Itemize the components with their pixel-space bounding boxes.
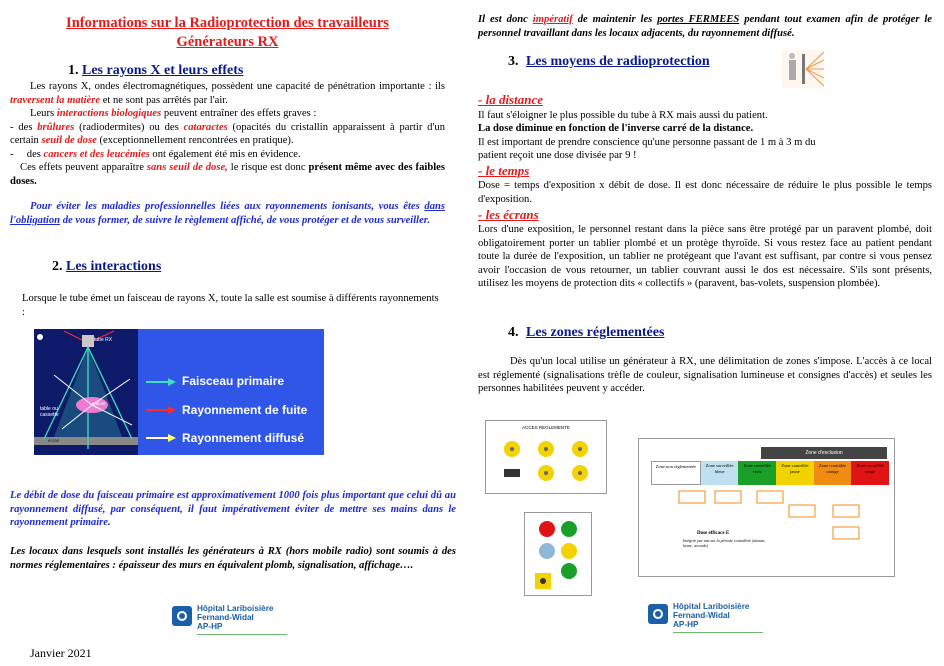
section-4-heading: 4. Les zones réglementées xyxy=(508,325,665,340)
zones-chart-image xyxy=(638,438,895,577)
paragraph-dose-rate: Le débit de dose du faisceau primaire est approximativement 1000 fois plus important que celui dû au rayonnement diffusé, par conséquent, il faut impérativement éviter de mettre ses mains dans le rayonnement primaire. xyxy=(10,490,456,529)
xray-beam-graphic xyxy=(34,329,138,455)
zone-cell: Zone contrôlée rouge xyxy=(851,461,889,485)
footer-date: Janvier 2021 xyxy=(30,646,92,660)
zone-cell: Zone surveillée bleue xyxy=(701,461,739,485)
aphp-logo-icon xyxy=(172,606,192,626)
paragraph: - des brûlures (radiodermites) ou des cataractes (opacités du cristallin apparaissent à partir d'un certain seuil de dose (exceptionnellement rencontrées en pratique). xyxy=(10,121,445,147)
zone-color-bar xyxy=(651,461,889,485)
table-label: table ou cassette xyxy=(40,406,59,418)
section-1-body xyxy=(10,80,445,227)
zone-signage-image xyxy=(524,512,592,596)
dose-caption: Dose efficace E xyxy=(697,531,730,536)
left-column xyxy=(10,0,445,318)
legend-arrows xyxy=(146,375,176,445)
paragraph: Leurs interactions biologiques peuvent entraîner des effets graves : xyxy=(30,108,317,120)
paragraph-zones: Dès qu'un local utilise un générateur à RX, une délimitation de zones s'impose. L'accès à ce local est réglementé (signalisations trèfle de couleur, signalisation lumineuse et consignes d'accès) et seules les personnes habilitées peuvent y accéder. xyxy=(478,356,932,395)
access-sign-image: ACCES REGLEMENTE xyxy=(485,420,607,494)
dose-caption-sub: Intégrée par ans sur la période considérée (minute, heure, seconde) xyxy=(683,538,766,548)
zone-thresholds xyxy=(639,487,894,547)
right-column xyxy=(478,0,932,40)
ecran-label: écran xyxy=(48,438,60,443)
tube-label: tube RX xyxy=(94,337,113,343)
legend-leak: Rayonnement de fuite xyxy=(182,403,308,417)
zone-cell: Zone non réglementée xyxy=(651,461,701,485)
radioprotection-icon xyxy=(782,50,824,88)
paragraph: Lors d'une exposition, le personnel restant dans la pièce sans être protégé par un paravent plombé, doit obligatoirement porter un tablier plombé et un protège thyroïde. Si vous restez face au patient pendant toute la durée de l'exposition, un tablier ne protégeant que l'avant est suffisant, par contre si vous pensez avoir l'occasion de vous retourner, un tablier couvrant aussi le dos est nécessaire. S'ils sont présents, utilisez les moyens de protection dits « collectifs » (paravent, bas-volets, suspension plombée). xyxy=(478,224,932,290)
subheading-temps: - le temps xyxy=(478,162,530,178)
paragraph-doors: Il est donc impératif de maintenir les portes FERMEES pendant tout examen afin de protéger le personnel travaillant dans les locaux adjacents, du rayonnement diffusé. xyxy=(478,14,933,39)
paragraph: La dose diminue en fonction de l'inverse carré de la distance. xyxy=(478,123,754,135)
trefoil-signs xyxy=(486,431,606,491)
section-2-heading: 2. Les interactions xyxy=(52,259,162,274)
interactions-diagram xyxy=(34,329,324,455)
hospital-logo-right: Hôpital Lariboisière Fernand-Widal AP-HP xyxy=(648,602,788,636)
paragraph: - des cancers et des leucémies ont également été mis en évidence. xyxy=(10,148,301,160)
subheading-ecrans: - les écrans xyxy=(478,206,539,222)
paragraph: Les rayons X, ondes électromagnétiques, possèdent une capacité de pénétration importante : ils traversent la matière et ne sont pas arrêtés par l'air. xyxy=(10,81,445,106)
paragraph: Il est important de prendre conscience qu'une personne passant de 1 m à 3 m du patient reçoit une dose divisée par 9 ! xyxy=(478,136,816,162)
hospital-logo-left: Hôpital Lariboisière Fernand-Widal AP-HP xyxy=(172,604,312,638)
paragraph-obligation: Pour éviter les maladies professionnelles liées aux rayonnements ionisants, vous êtes dans l'obligation de vous former, de suivre le règlement affiché, de vous protéger et de vous surveiller. xyxy=(10,201,445,226)
paragraph: Ces effets peuvent apparaître sans seuil de dose, le risque est donc présent même avec des faibles doses. xyxy=(10,162,445,187)
paragraph: Dose = temps d'exposition x débit de dose. Il est donc nécessaire de réduire le plus possible le temps d'exposition. xyxy=(478,180,932,205)
legend-scattered: Rayonnement diffusé xyxy=(182,431,305,445)
zone-cell: Zone contrôlée orange xyxy=(814,461,852,485)
subheading-distance: - la distance xyxy=(478,92,543,107)
paragraph: Il faut s'éloigner le plus possible du tube à RX mais aussi du patient. xyxy=(478,109,768,121)
patient-label: patient xyxy=(92,401,106,406)
paragraph: Lorsque le tube émet un faisceau de rayons X, toute la salle est soumise à différents rayonnements : xyxy=(22,293,439,318)
page-title: Informations sur la Radioprotection des travailleurs Générateurs RX xyxy=(66,15,389,50)
section-1-heading: 1. Les rayons X et leurs effets xyxy=(68,63,244,78)
section-3-body xyxy=(478,92,932,291)
xray-illustration xyxy=(34,329,138,455)
section-3-heading: 3. Les moyens de radioprotection xyxy=(508,54,710,69)
paragraph-locaux: Les locaux dans lesquels sont installés les générateurs à RX (hors mobile radio) sont soumis à des normes réglementaires : épaisseur des murs en équivalent plomb, signalisation, affichage…. xyxy=(10,546,456,571)
zone-exclusion-header: Zone d'exclusion xyxy=(761,447,887,459)
legend-primary: Faisceau primaire xyxy=(182,374,285,388)
zone-cell: Zone contrôlée verte xyxy=(738,461,776,485)
aphp-logo-icon xyxy=(648,604,668,624)
zone-cell: Zone contrôlée jaune xyxy=(776,461,814,485)
